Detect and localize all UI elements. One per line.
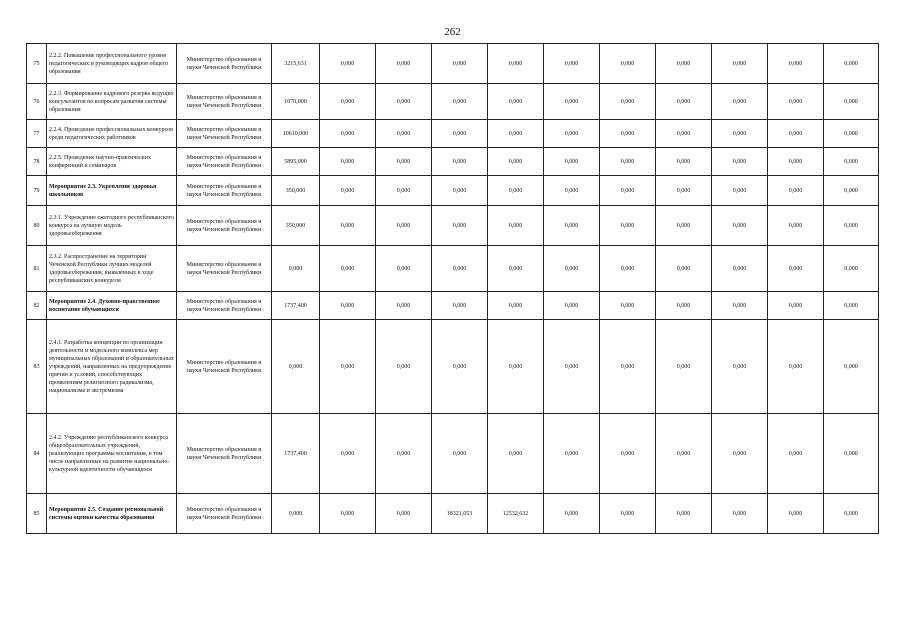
funding-value: 0,000	[320, 120, 376, 148]
executor: Министерство образования и науки Чеченской Республики	[177, 292, 272, 320]
funding-value: 0,000	[376, 494, 432, 534]
funding-value: 0,000	[656, 246, 712, 292]
table-row	[27, 320, 879, 414]
table-row	[27, 44, 879, 84]
funding-value: 12532,632	[488, 494, 544, 534]
table-row	[27, 494, 879, 534]
measure-description: 2.2.4. Проведение профессиональных конкурсов среди педагогических работников	[47, 120, 177, 148]
funding-value: 0,000	[824, 84, 879, 120]
funding-value: 0,000	[320, 414, 376, 494]
funding-value: 0,000	[376, 44, 432, 84]
funding-value: 0,000	[272, 494, 320, 534]
funding-value: 0,000	[488, 148, 544, 176]
funding-value: 0,000	[376, 148, 432, 176]
measure-description: Мероприятие 2.3. Укрепление здоровья школьников	[47, 176, 177, 206]
funding-value: 0,000	[656, 414, 712, 494]
funding-value: 0,000	[712, 292, 768, 320]
funding-value: 0,000	[824, 148, 879, 176]
funding-value: 0,000	[600, 84, 656, 120]
funding-value: 0,000	[824, 320, 879, 414]
funding-value: 0,000	[432, 44, 488, 84]
funding-value: 0,000	[824, 292, 879, 320]
funding-value: 0,000	[488, 292, 544, 320]
funding-value: 0,000	[600, 246, 656, 292]
funding-value: 0,000	[768, 148, 824, 176]
funding-value: 0,000	[544, 320, 600, 414]
funding-value: 0,000	[376, 292, 432, 320]
funding-value: 0,000	[712, 148, 768, 176]
funding-value: 0,000	[824, 494, 879, 534]
funding-value: 0,000	[432, 292, 488, 320]
executor: Министерство образования и науки Чеченской Республики	[177, 44, 272, 84]
executor: Министерство образования и науки Чеченской Республики	[177, 320, 272, 414]
funding-value: 0,000	[712, 176, 768, 206]
funding-value: 5895,000	[272, 148, 320, 176]
funding-value: 0,000	[712, 206, 768, 246]
measure-description: 2.2.5. Проведение научно-практических конференций и семинаров	[47, 148, 177, 176]
funding-value: 0,000	[824, 120, 879, 148]
funding-value: 0,000	[272, 320, 320, 414]
measure-description: 2.3.1. Учреждение ежегодного республиканского конкурса на лучшую модель здоровьесбережения	[47, 206, 177, 246]
measure-description: Мероприятие 2.4. Духовно-нравственное воспитание обучающихся	[47, 292, 177, 320]
funding-value: 0,000	[544, 84, 600, 120]
row-number: 82	[27, 292, 47, 320]
funding-value: 0,000	[488, 246, 544, 292]
funding-value: 0,000	[600, 120, 656, 148]
funding-value: 0,000	[712, 320, 768, 414]
funding-value: 0,000	[544, 246, 600, 292]
funding-value: 0,000	[712, 120, 768, 148]
row-number: 80	[27, 206, 47, 246]
funding-value: 1737,400	[272, 292, 320, 320]
funding-value: 0,000	[320, 292, 376, 320]
funding-value: 0,000	[600, 44, 656, 84]
executor: Министерство образования и науки Чеченской Республики	[177, 246, 272, 292]
executor: Министерство образования и науки Чеченской Республики	[177, 206, 272, 246]
funding-value: 0,000	[656, 292, 712, 320]
funding-value: 0,000	[320, 44, 376, 84]
funding-value: 0,000	[320, 320, 376, 414]
funding-value: 0,000	[768, 320, 824, 414]
row-number: 77	[27, 120, 47, 148]
funding-value: 1737,400	[272, 414, 320, 494]
funding-value: 0,000	[488, 176, 544, 206]
funding-value: 0,000	[544, 494, 600, 534]
table-row	[27, 120, 879, 148]
funding-value: 0,000	[320, 494, 376, 534]
table-row	[27, 292, 879, 320]
measure-description: 2.4.2. Учреждение республиканского конкурса общеобразовательных учреждений, реализующих программы воспитания, в том числе направленные на развитие национально-культурной идентичности обучающихся	[47, 414, 177, 494]
funding-value: 0,000	[320, 246, 376, 292]
funding-value: 0,000	[544, 176, 600, 206]
funding-value: 0,000	[376, 120, 432, 148]
funding-value: 0,000	[656, 120, 712, 148]
row-number: 78	[27, 148, 47, 176]
funding-value: 0,000	[600, 320, 656, 414]
table-row	[27, 246, 879, 292]
funding-value: 0,000	[544, 206, 600, 246]
funding-value: 0,000	[544, 120, 600, 148]
executor: Министерство образования и науки Чеченской Республики	[177, 120, 272, 148]
row-number: 79	[27, 176, 47, 206]
funding-value: 0,000	[824, 176, 879, 206]
funding-value: 0,000	[544, 148, 600, 176]
funding-value: 0,000	[488, 44, 544, 84]
funding-value: 0,000	[544, 414, 600, 494]
funding-value: 0,000	[488, 320, 544, 414]
funding-value: 350,000	[272, 176, 320, 206]
funding-value: 0,000	[712, 414, 768, 494]
funding-value: 0,000	[600, 148, 656, 176]
row-number: 84	[27, 414, 47, 494]
funding-value: 0,000	[376, 414, 432, 494]
table-row	[27, 414, 879, 494]
executor: Министерство образования и науки Чеченской Республики	[177, 414, 272, 494]
funding-value: 0,000	[376, 246, 432, 292]
funding-value: 0,000	[824, 44, 879, 84]
funding-value: 0,000	[432, 320, 488, 414]
measure-description: 2.2.2. Повышение профессионального уровня педагогических и руководящих кадров общего образования	[47, 44, 177, 84]
funding-value: 0,000	[432, 246, 488, 292]
funding-value: 0,000	[488, 206, 544, 246]
executor: Министерство образования и науки Чеченской Республики	[177, 84, 272, 120]
funding-value: 0,000	[488, 120, 544, 148]
funding-value: 0,000	[320, 84, 376, 120]
measure-description: 2.2.3. Формирование кадрового резерва ведущих консультантов по вопросам развития системы образования	[47, 84, 177, 120]
funding-value: 0,000	[432, 84, 488, 120]
funding-value: 0,000	[656, 148, 712, 176]
funding-value: 1070,000	[272, 84, 320, 120]
funding-value: 0,000	[824, 246, 879, 292]
funding-value: 350,000	[272, 206, 320, 246]
funding-value: 0,000	[824, 206, 879, 246]
funding-value: 0,000	[712, 246, 768, 292]
funding-value: 0,000	[432, 206, 488, 246]
funding-value: 0,000	[272, 246, 320, 292]
funding-value: 0,000	[376, 320, 432, 414]
funding-value: 0,000	[768, 414, 824, 494]
funding-value: 0,000	[488, 414, 544, 494]
funding-value: 0,000	[768, 494, 824, 534]
funding-value: 0,000	[320, 176, 376, 206]
page-number: 262	[444, 26, 461, 38]
funding-value: 0,000	[656, 84, 712, 120]
funding-value: 0,000	[656, 176, 712, 206]
funding-value: 0,000	[768, 206, 824, 246]
row-number: 75	[27, 44, 47, 84]
funding-value: 0,000	[600, 206, 656, 246]
table-row	[27, 84, 879, 120]
funding-value: 0,000	[768, 120, 824, 148]
funding-value: 0,000	[656, 320, 712, 414]
funding-value: 0,000	[600, 292, 656, 320]
funding-value: 0,000	[376, 176, 432, 206]
funding-value: 0,000	[544, 292, 600, 320]
row-number: 83	[27, 320, 47, 414]
funding-value: 0,000	[600, 494, 656, 534]
funding-value: 0,000	[768, 84, 824, 120]
funding-value: 0,000	[320, 206, 376, 246]
funding-value: 0,000	[376, 84, 432, 120]
funding-value: 0,000	[656, 44, 712, 84]
measure-description: 2.4.1. Разработка концепции по организации деятельности и модельного комплекса мер муниципальных образований и образовательных учреждений, направленных на предупреждение причин и условий, способствующих проявлениям религиозного радикализма, национализма и экстремизма	[47, 320, 177, 414]
funding-value: 0,000	[432, 176, 488, 206]
funding-value: 0,000	[600, 414, 656, 494]
table-row	[27, 176, 879, 206]
funding-value: 0,000	[432, 414, 488, 494]
measure-description: 2.3.2. Распространение на территории Чеченской Республики лучших моделей здоровьесбережения, выявленных в ходе республиканских конкурсов	[47, 246, 177, 292]
funding-value: 0,000	[824, 414, 879, 494]
funding-value: 0,000	[712, 44, 768, 84]
row-number: 76	[27, 84, 47, 120]
funding-value: 0,000	[712, 494, 768, 534]
funding-value: 0,000	[768, 292, 824, 320]
funding-value: 0,000	[656, 494, 712, 534]
row-number: 85	[27, 494, 47, 534]
funding-value: 0,000	[320, 148, 376, 176]
funding-value: 18321,053	[432, 494, 488, 534]
funding-value: 0,000	[768, 44, 824, 84]
funding-value: 0,000	[656, 206, 712, 246]
funding-value: 0,000	[376, 206, 432, 246]
funding-value: 0,000	[544, 44, 600, 84]
table-row	[27, 148, 879, 176]
funding-value: 0,000	[432, 148, 488, 176]
funding-value: 0,000	[488, 84, 544, 120]
funding-value: 0,000	[768, 246, 824, 292]
table-row	[27, 206, 879, 246]
executor: Министерство образования и науки Чеченской Республики	[177, 176, 272, 206]
row-number: 81	[27, 246, 47, 292]
executor: Министерство образования и науки Чеченской Республики	[177, 494, 272, 534]
measure-description: Мероприятие 2.5. Создание региональной системы оценки качества образования	[47, 494, 177, 534]
funding-value: 3215,631	[272, 44, 320, 84]
funding-value: 0,000	[768, 176, 824, 206]
executor: Министерство образования и науки Чеченской Республики	[177, 148, 272, 176]
funding-value: 0,000	[432, 120, 488, 148]
funding-value: 0,000	[600, 176, 656, 206]
budget-table	[26, 43, 879, 534]
funding-value: 0,000	[712, 84, 768, 120]
funding-value: 10610,000	[272, 120, 320, 148]
